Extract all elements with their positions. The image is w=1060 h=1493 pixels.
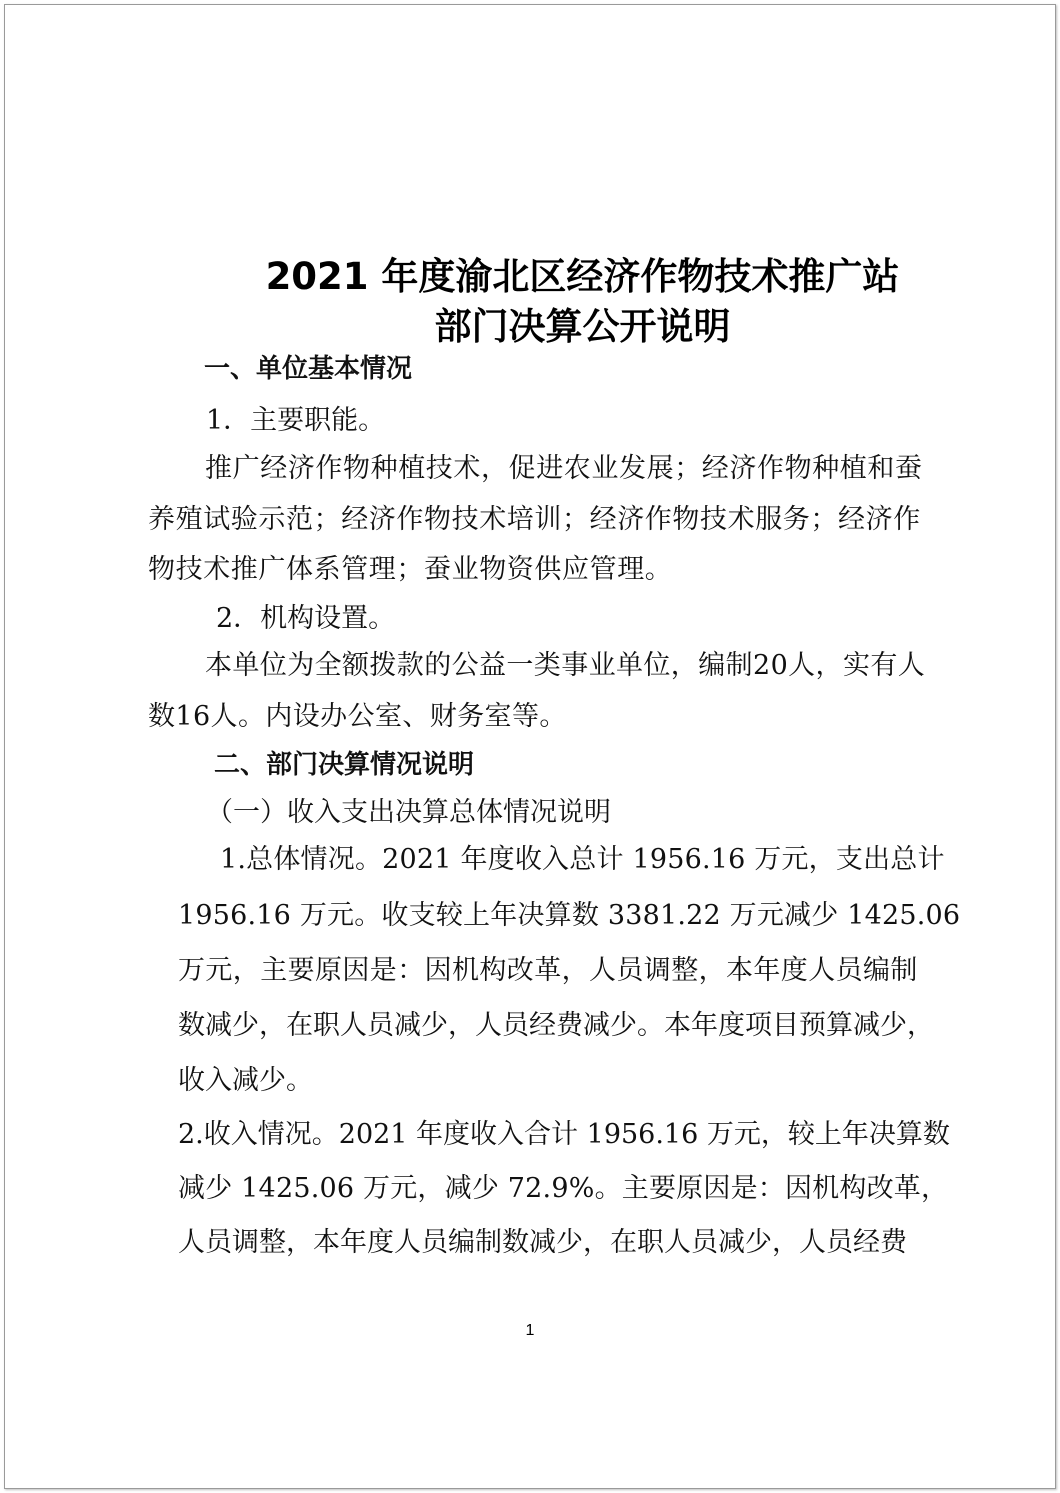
overall-line-5: 收入减少。 (178, 1065, 313, 1096)
overall-line-1: 1.总体情况。2021 年度收入总计 1956.16 万元，支出总计 (220, 844, 945, 875)
structure-line-2: 数16人。内设办公室、财务室等。 (148, 701, 567, 732)
section1-heading: 一、单位基本情况 (204, 354, 413, 384)
overall-line-3: 万元，主要原因是：因机构改革，人员调整，本年度人员编制 (178, 955, 918, 986)
section2-heading: 二、部门决算情况说明 (214, 750, 475, 780)
functions-line-2: 养殖试验示范；经济作物技术培训；经济作物技术服务；经济作 (148, 504, 921, 535)
page-number: 1 (525, 1322, 535, 1339)
document-title-line1: 2021 年度渝北区经济作物技术推广站 (265, 255, 900, 298)
functions-line-3: 物技术推广体系管理；蚕业物资供应管理。 (148, 554, 673, 585)
income-line-3: 人员调整，本年度人员编制数减少，在职人员减少，人员经费 (178, 1227, 907, 1258)
item2-heading: 2．机构设置。 (216, 603, 396, 634)
overall-line-4: 数减少，在职人员减少，人员经费减少。本年度项目预算减少， (178, 1010, 934, 1041)
functions-line-1: 推广经济作物种植技术，促进农业发展；经济作物种植和蚕 (205, 453, 923, 484)
document-title-line2: 部门决算公开说明 (434, 305, 731, 348)
sub1-heading: （一）收入支出决算总体情况说明 (206, 797, 611, 828)
overall-line-2: 1956.16 万元。收支较上年决算数 3381.22 万元减少 1425.06 (178, 900, 961, 931)
item1-heading: 1．主要职能。 (206, 405, 386, 436)
structure-line-1: 本单位为全额拨款的公益一类事业单位，编制20人，实有人 (205, 650, 926, 681)
income-line-1: 2.收入情况。2021 年度收入合计 1956.16 万元，较上年决算数 (178, 1119, 950, 1150)
document-page (4, 4, 1056, 1489)
income-line-2: 减少 1425.06 万元，减少 72.9%。主要原因是：因机构改革， (178, 1173, 949, 1204)
